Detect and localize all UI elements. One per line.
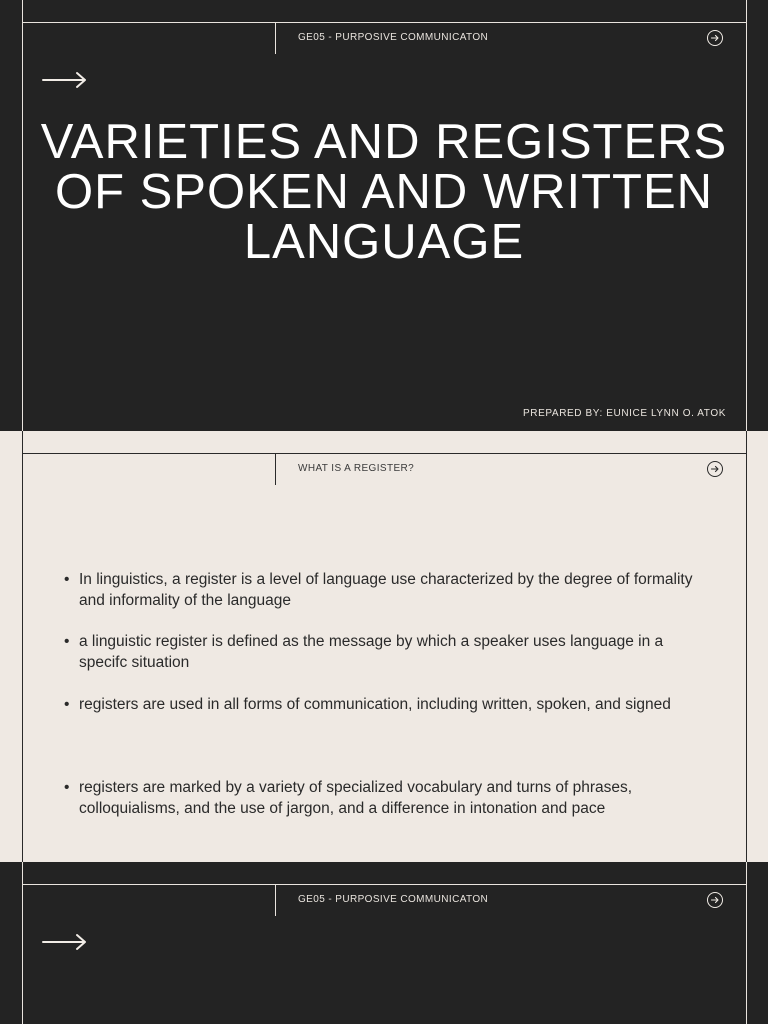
slide-next <box>0 862 768 1024</box>
circle-arrow-right-icon[interactable] <box>707 461 723 477</box>
header-rule <box>22 22 746 23</box>
bullet-dot: • <box>64 696 70 713</box>
bullet-dot: • <box>64 571 70 588</box>
list-item <box>64 570 714 611</box>
bullet-dot: • <box>64 633 70 650</box>
header-rule <box>22 884 746 885</box>
bullet-text: a linguistic register is defined as the message by which a speaker uses language in a specifc situation <box>79 633 664 671</box>
header-divider <box>275 453 276 485</box>
long-arrow-right-icon <box>42 933 88 951</box>
frame-left-line <box>22 862 23 1024</box>
bullet-dot: • <box>64 779 70 796</box>
frame-right-line <box>746 0 747 431</box>
prepared-by: PREPARED BY: EUNICE LYNN O. ATOK <box>523 408 726 419</box>
course-label: GE05 - PURPOSIVE COMMUNICATON <box>298 32 489 43</box>
section-label: WHAT IS A REGISTER? <box>298 463 415 474</box>
bullet-text: In linguistics, a register is a level of language use characterized by the degree of formality and informality of the language <box>79 571 693 609</box>
frame-right-line <box>746 431 747 862</box>
bullet-text: registers are used in all forms of communication, including written, spoken, and signed <box>79 696 671 713</box>
circle-arrow-right-icon[interactable] <box>707 30 723 46</box>
circle-arrow-right-icon[interactable] <box>707 892 723 908</box>
bullet-text: registers are marked by a variety of specialized vocabulary and turns of phrases, colloquialisms, and the use of jargon, and a difference in intonation and pace <box>79 779 633 817</box>
frame-left-line <box>22 431 23 862</box>
frame-right-line <box>746 862 747 1024</box>
list-item <box>64 778 714 819</box>
long-arrow-right-icon <box>42 71 88 89</box>
slide-register <box>0 431 768 862</box>
page-title: VARIETIES AND REGISTERS OF SPOKEN AND WRITTEN LANGUAGE <box>40 115 728 269</box>
header-divider <box>275 22 276 54</box>
header-divider <box>275 884 276 916</box>
list-item <box>64 632 714 673</box>
course-label: GE05 - PURPOSIVE COMMUNICATON <box>298 894 489 905</box>
slide-title <box>0 0 768 431</box>
header-rule <box>22 453 746 454</box>
list-item <box>64 695 714 716</box>
